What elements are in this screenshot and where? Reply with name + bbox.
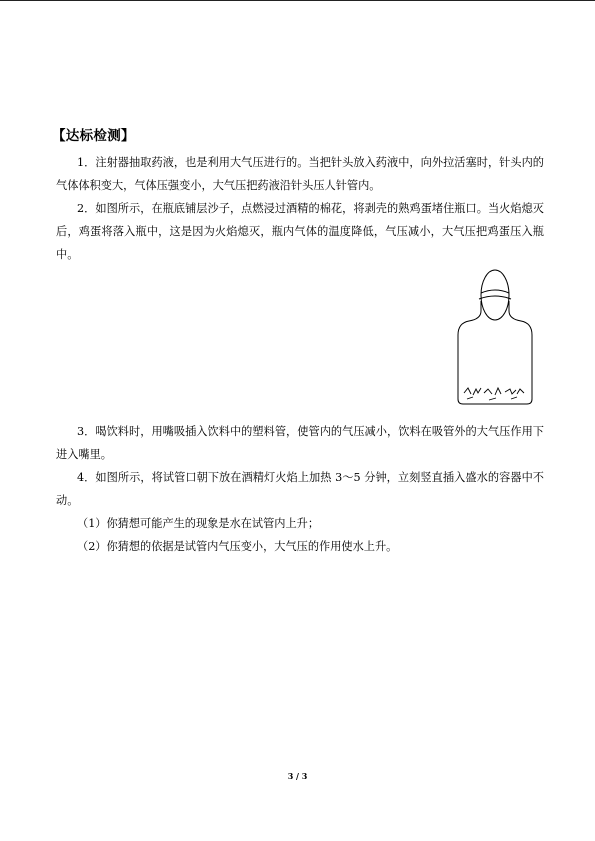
answer-1: （1）你猜想可能产生的现象是水在试管内上升； <box>77 517 320 530</box>
egg <box>481 270 509 320</box>
top-rule <box>0 0 595 1</box>
bottle-body <box>458 301 532 404</box>
bottle-egg-figure <box>455 265 535 407</box>
question-4: 4．如图所示，将试管口朝下放在酒精灯火焰上加热 3～5 分钟，立刻竖直插入盛水的容器中不动。 <box>56 471 544 507</box>
question-1: 1．注射器抽取药液，也是利用大气压进行的。当把针头放入药液中，向外拉活塞时，针头内的气体体积变大，气体压强变小，大气压把药液沿针头压人针管内。 <box>56 156 544 192</box>
bottle-neck <box>479 296 511 299</box>
section-title: 【达标检测】 <box>52 128 135 144</box>
answer-2: （2）你猜想的依据是试管内气压变小，大气压的作用使水上升。 <box>77 540 398 553</box>
question-2: 2．如图所示，在瓶底铺层沙子，点燃浸过酒精的棉花，将剥壳的熟鸡蛋堵住瓶口。当火焰熄灭后，鸡蛋将落入瓶中，这是因为火焰熄灭，瓶内气体的温度降低，气压减小，大气压把鸡蛋压入瓶中。 <box>56 202 544 261</box>
question-3: 3．喝饮料时，用嘴吸插入饮料中的塑料管，使管内的气压减小，饮料在吸管外的大气压作用下进入嘴里。 <box>56 425 544 461</box>
sand <box>464 388 524 400</box>
page-number: 3 / 3 <box>287 771 308 781</box>
